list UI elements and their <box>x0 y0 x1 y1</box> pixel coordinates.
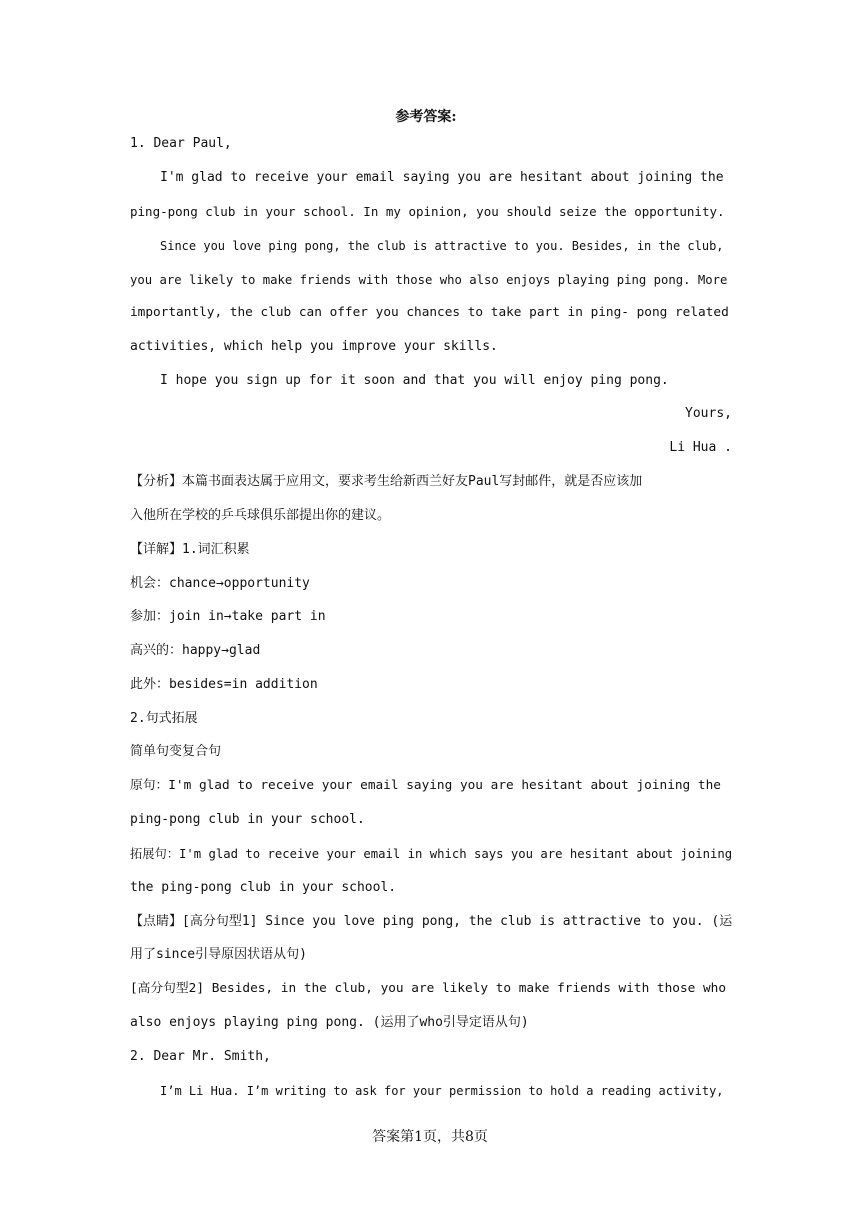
section-subheading: 简单句变复合句 <box>130 744 222 759</box>
letter-2-line: I’m Li Hua. I’m writing to ask for your permission to hold a reading activity, <box>160 1084 724 1098</box>
vocab-item: 此外：besides=in addition <box>130 677 318 692</box>
vocab-item: 高兴的：happy→glad <box>130 643 261 658</box>
letter-1-line: importantly, the club can offer you chances to take part in ping- pong related <box>130 305 729 320</box>
letter-1-signature: Li Hua . <box>669 440 732 455</box>
original-sentence: ping-pong club in your school. <box>130 812 365 827</box>
detail-heading: 【详解】1.词汇积累 <box>130 542 250 557</box>
vocab-item: 机会：chance→opportunity <box>130 576 310 591</box>
letter-1-line: I hope you sign up for it soon and that you will enjoy ping pong. <box>160 373 669 388</box>
analysis-line: 入他所在学校的乒乓球俱乐部提出你的建议。 <box>130 508 391 523</box>
page-title: 参考答案: <box>395 109 457 125</box>
letter-1-line: Since you love ping pong, the club is attractive to you. Besides, in the club, <box>160 239 724 253</box>
letter-1-line: you are likely to make friends with those who also enjoys playing ping pong. More <box>130 273 728 287</box>
letter-1-line: ping-pong club in your school. In my opinion, you should seize the opportunity. <box>130 204 725 219</box>
highlight-line: 用了since引导原因状语从句) <box>130 947 307 962</box>
letter-1-closing: Yours, <box>685 406 732 421</box>
highlight-line: 【点睛】[高分句型1] Since you love ping pong, the club is attractive to you. (运 <box>130 914 733 929</box>
section-heading: 2.句式拓展 <box>130 711 198 726</box>
expanded-sentence: 拓展句：I'm glad to receive your email in which says you are hesitant about joining <box>130 847 733 861</box>
letter-2-salutation: 2. Dear Mr. Smith, <box>130 1049 271 1064</box>
letter-1-salutation: 1. Dear Paul, <box>130 136 232 151</box>
letter-1-line: I'm glad to receive your email saying you are hesitant about joining the <box>160 170 724 185</box>
highlight-line: [高分句型2] Besides, in the club, you are likely to make friends with those who <box>130 981 727 996</box>
highlight-line: also enjoys playing ping pong. (运用了who引导定语从句) <box>130 1015 529 1030</box>
vocab-item: 参加：join in→take part in <box>130 609 326 624</box>
analysis-line: 【分析】本篇书面表达属于应用文，要求考生给新西兰好友Paul写封邮件，就是否应该加 <box>130 474 643 489</box>
letter-1-line: activities, which help you improve your skills. <box>130 339 498 354</box>
expanded-sentence: the ping-pong club in your school. <box>130 880 397 895</box>
original-sentence: 原句：I'm glad to receive your email saying you are hesitant about joining the <box>130 778 721 793</box>
page-footer: 答案第1页，共8页 <box>372 1129 488 1145</box>
